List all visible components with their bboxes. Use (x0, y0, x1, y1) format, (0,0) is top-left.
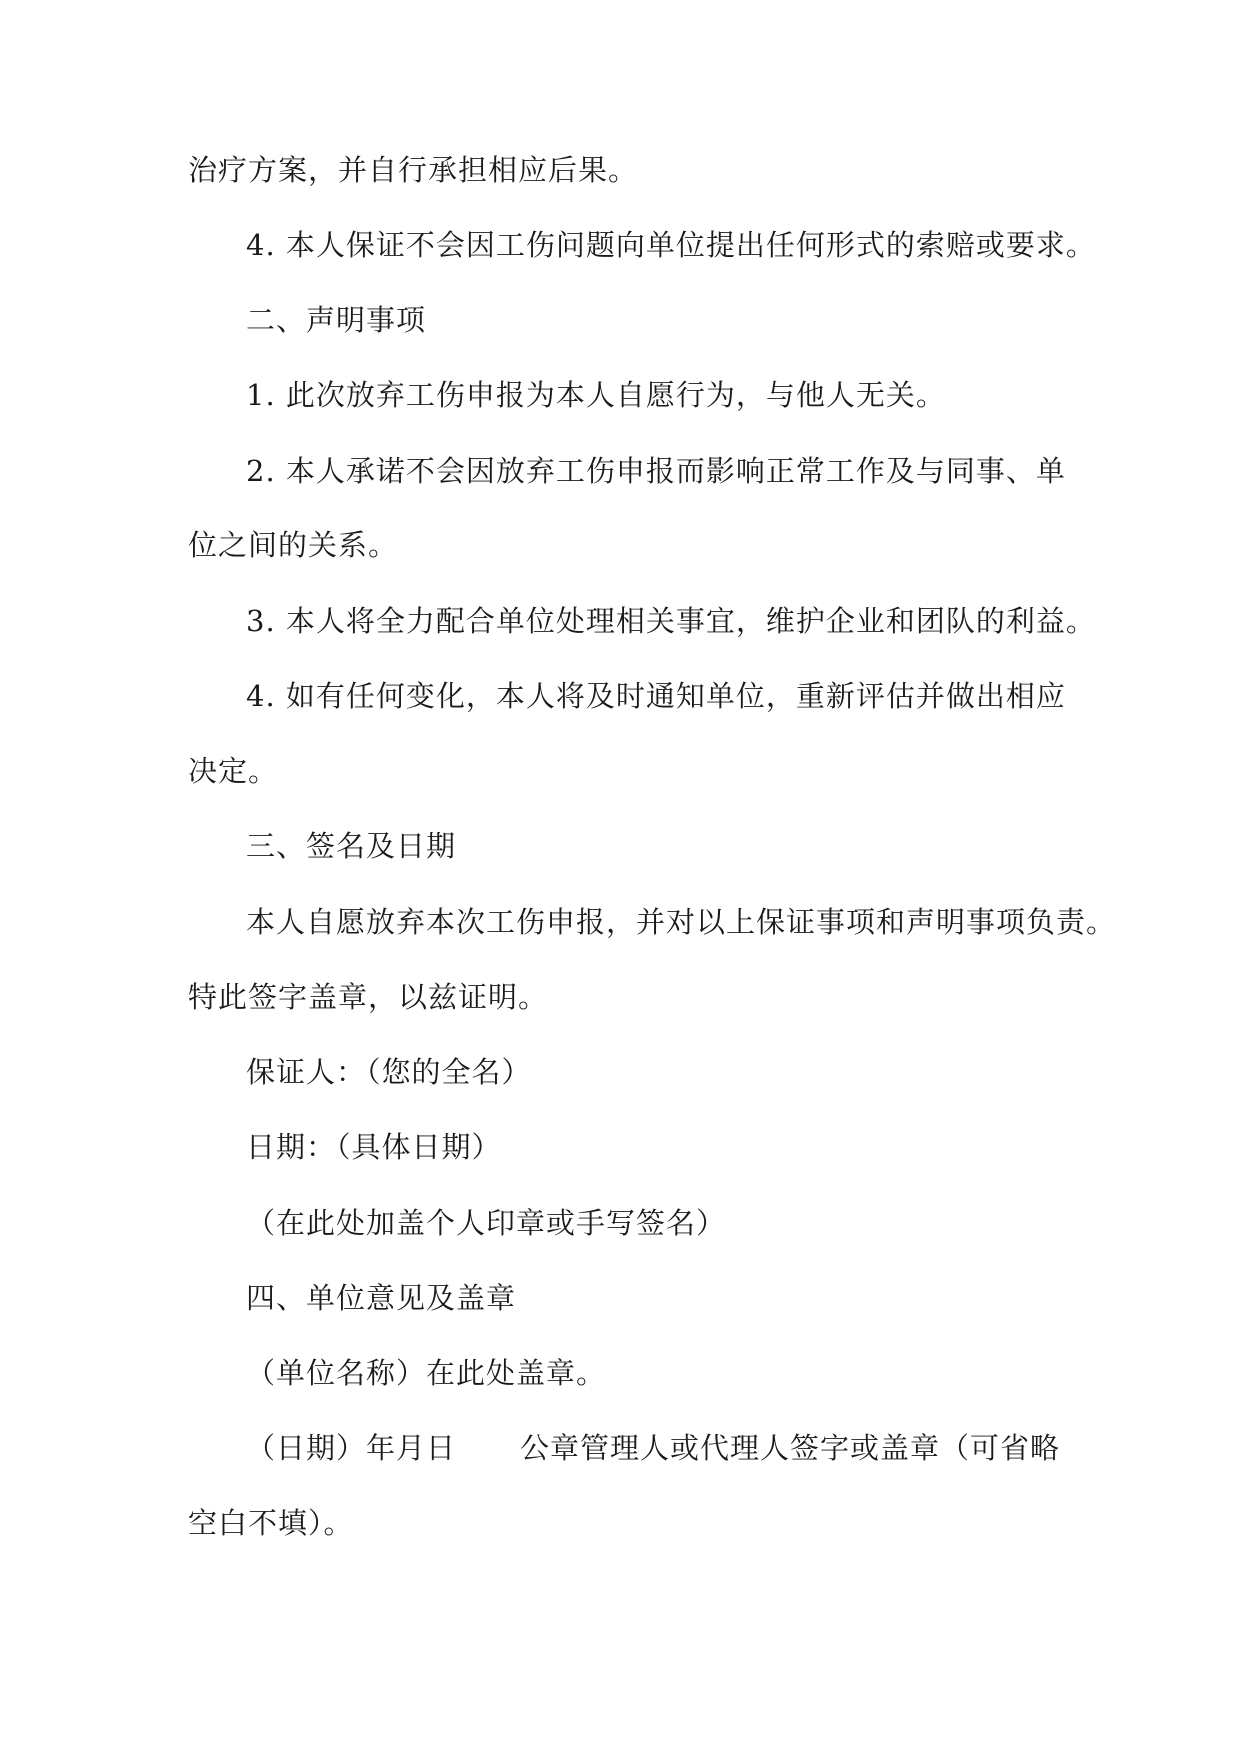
declaration-item-4: 4. 如有任何变化，本人将及时通知单位，重新评估并做出相应 (246, 679, 1066, 713)
signature-statement: 本人自愿放弃本次工伤申报，并对以上保证事项和声明事项负责。 (246, 905, 1117, 939)
unit-date-line (246, 1428, 1060, 1468)
unit-date-text: （日期）年月日 (246, 1431, 457, 1465)
date-line: 日期：（具体日期） (246, 1130, 502, 1164)
signature-statement-continued: 特此签字盖章，以兹证明。 (188, 980, 549, 1014)
unit-seal-line: （单位名称）在此处盖章。 (246, 1356, 607, 1390)
section-heading-declarations: 二、声明事项 (246, 303, 427, 337)
personal-seal-line: （在此处加盖个人印章或手写签名） (246, 1206, 727, 1240)
guarantee-item-4: 4. 本人保证不会因工伤问题向单位提出任何形式的索赔或要求。 (246, 228, 1096, 262)
declaration-item-1: 1. 此次放弃工伤申报为本人自愿行为，与他人无关。 (246, 378, 946, 412)
declaration-item-4-continued: 决定。 (188, 754, 279, 788)
declaration-item-3: 3. 本人将全力配合单位处理相关事宜，维护企业和团队的利益。 (246, 604, 1096, 638)
seal-manager-signature-continued: 空白不填）。 (188, 1506, 354, 1540)
seal-manager-signature-text: 公章管理人或代理人签字或盖章（可省略 (520, 1431, 1061, 1465)
section-heading-unit-opinion: 四、单位意见及盖章 (246, 1281, 517, 1315)
paragraph-line: 治疗方案，并自行承担相应后果。 (188, 153, 639, 187)
declaration-item-2-continued: 位之间的关系。 (188, 528, 399, 562)
guarantor-name-line: 保证人：（您的全名） (246, 1055, 532, 1089)
section-heading-signature: 三、签名及日期 (246, 829, 457, 863)
declaration-item-2: 2. 本人承诺不会因放弃工伤申报而影响正常工作及与同事、单 (246, 454, 1066, 488)
